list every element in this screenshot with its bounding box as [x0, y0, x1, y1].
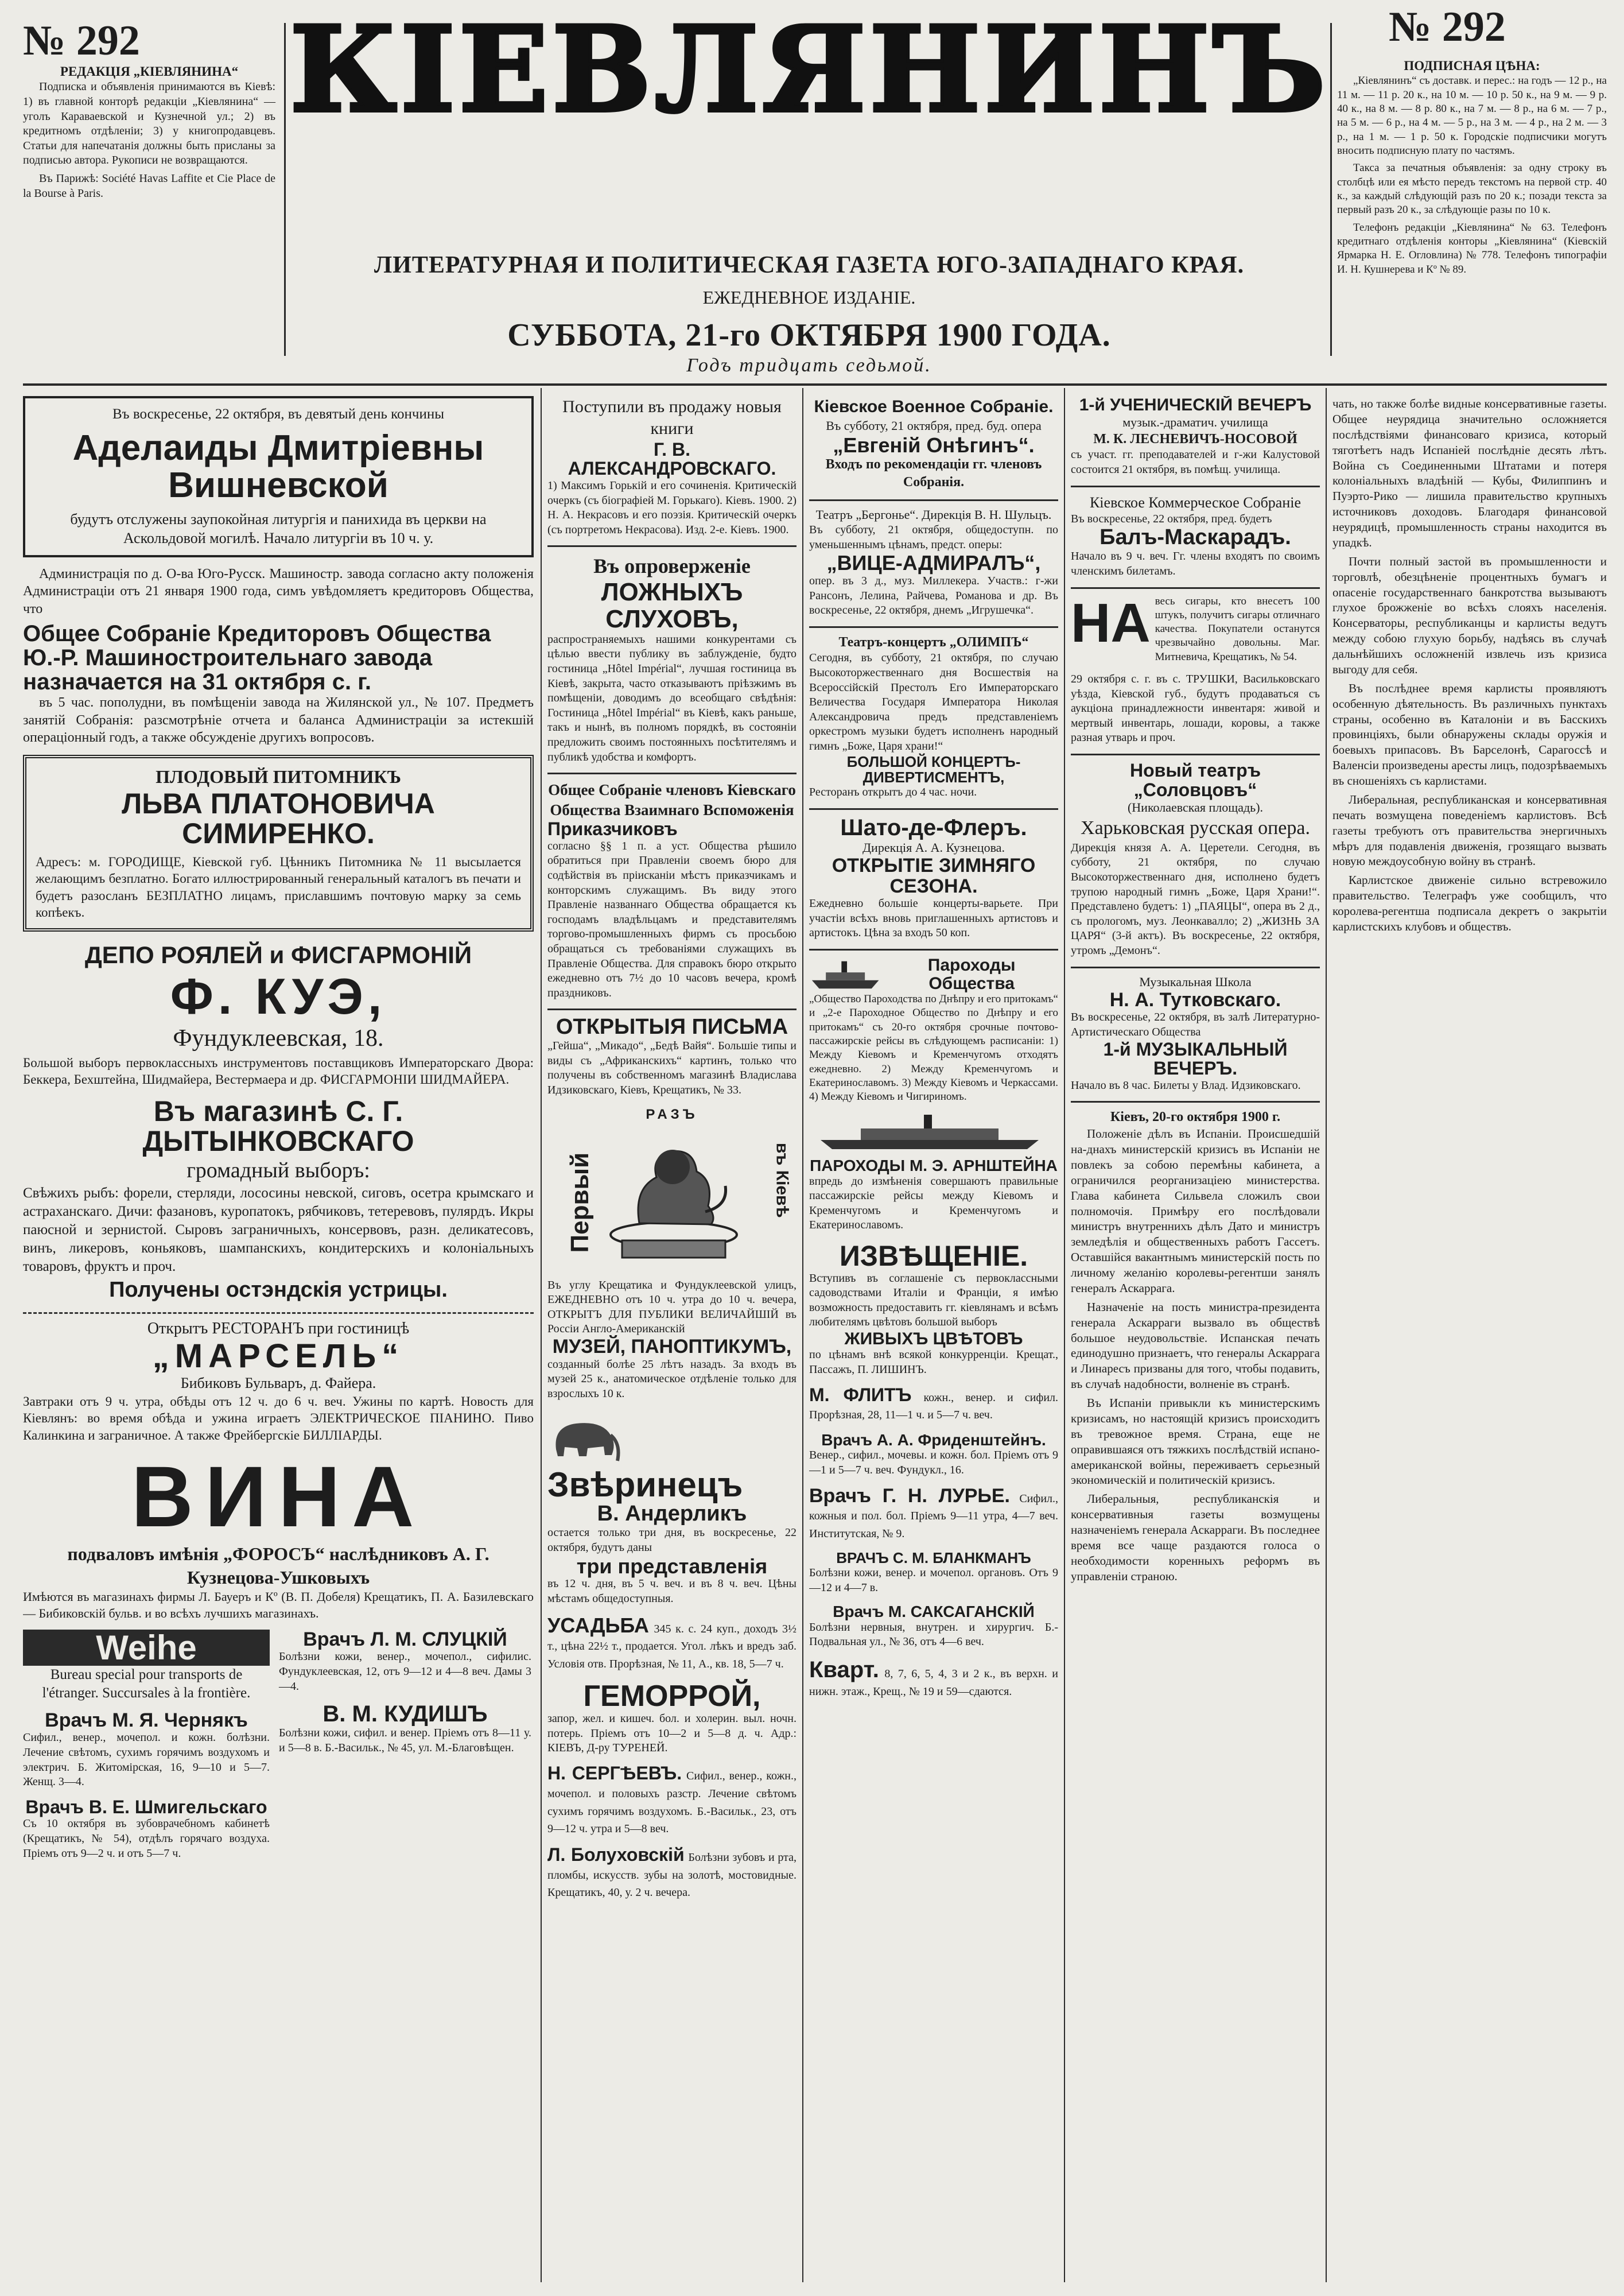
- panopticum-tail: созданный болѣе 25 лѣтъ назадъ. За входъ въ музей 25 к., анатомическое отдѣленіе только для взрослыхъ 10 к.: [547, 1358, 797, 1400]
- news-dateline: Кіевъ, 20-го октября 1900 г.: [1110, 1110, 1281, 1125]
- postcards-headline: ОТКРЫТЫЯ ПИСЬМА: [555, 1015, 788, 1040]
- ad-column-4: [1071, 396, 1320, 2285]
- flowers-notice-headline: ИЗВѢЩЕНІЕ.: [839, 1240, 1028, 1273]
- piano-depot-text: Большой выборъ первоклассныхъ инструментовъ поставщиковъ Императорскаго Двора: Беккера, Бехштейна, Шидмайера, Вестермаера и др. ФИСГАРМОНІИ ШИДМАЙЕРА.: [23, 1055, 534, 1087]
- dentist-boluhovsky-name: Л. Болуховскій: [547, 1844, 685, 1865]
- doctor-sergeev-text: Сифил., венер., кожн., мочепол. и половыхъ разстр. Лечение свѣтомъ сухимъ горячимъ воздухомъ. Б.-Васильк., 23, отъ 9—12 ч. утра и 5—8 веч.: [547, 1770, 797, 1836]
- apartments-headline: Кварт.: [809, 1657, 879, 1682]
- editorial-heading: РЕДАКЦІЯ „КІЕВЛЯНИНА“: [60, 64, 239, 79]
- hemorrhoid-headline: ГЕМОРРОЙ,: [583, 1679, 761, 1713]
- memorial-text: будутъ отслужены заупокойная литургія и панихида въ церкви на Аскольдовой могилѣ. Начало литургіи въ 10 ч. у.: [70, 511, 487, 547]
- piano-depot-heading: ДЕПО РОЯЛЕЙ и ФИСГАРМОНІЙ: [84, 941, 472, 968]
- flowers-notice-ad: [809, 1241, 1058, 1378]
- panopticum-label-right: въ Кіевѣ: [772, 1142, 792, 1218]
- creditors-intro: Администрація по д. О-ва Юго-Русск. Машиностр. завода согласно акту положенія Администраціи отъ 21 января 1900 года, симъ увѣдомляетъ кредиторовъ Общества, что: [23, 566, 534, 617]
- wines-ad: [23, 1448, 534, 1622]
- bergonie-theatre-ad: [809, 507, 1058, 618]
- student-evening-tail: съ участ. гг. преподавателей и г-жи Калустовой состоится 21 октября, въ помѣщ. училища.: [1071, 448, 1320, 476]
- ad-prices-text: Такса за печатныя объявленія: за одну строку въ столбцѣ или ея мѣсто передъ текстомъ на первой стр. 40 к., за каждый слѣдующій разъ по 20 к.; позади текста за первый разъ 20 к., за слѣдующіе разы по 10 к.: [1337, 162, 1607, 216]
- creditors-headline: Общее Собраніе Кредиторовъ Общества Ю.-Р. Машиностроительнаго завода назначается на 31 октября с. г.: [23, 620, 491, 695]
- doctor-fridenshtein-text: Венер., сифил., мочевы. и кожн. бол. Пріемъ отъ 9—1 и 5—7 ч. веч. Фундукл., 16.: [809, 1449, 1058, 1477]
- apartments-ad: [809, 1658, 1058, 1700]
- wines-headline: ВИНА: [131, 1448, 426, 1545]
- news-paragraph: Почти полный застой въ промышленности и торговлѣ, обезцѣненіе процентныхъ бумагъ и опасеніе государственнаго банкротства вызываютъ глухое брожженіе во всѣхъ слояхъ населенія. Консерваторы, республиканцы и карлисты ведутъ между собою глухую борьбу, надѣясь въ случаѣ дальнѣйшихъ осложненій извлечь изъ кризиса выгоду для себя.: [1332, 554, 1607, 676]
- doctor-slutsky-text: Болѣзни кожи, венер., мочепол., сифилис. Фундуклеевская, 12, отъ 9—12 и 4—8 веч. Дамы 3—4.: [279, 1650, 531, 1693]
- dentist-boluhovsky-text: Болѣзни зубовъ и рта, пломбы, искусств. зубы на золотѣ, мостовидные. Крещатикъ, 40, у. 2 ч. вечера.: [547, 1851, 797, 1899]
- clerks-society-heading: Общее Собраніе членовъ Кіевскаго Общества Взаимнаго Вспоможенія: [548, 781, 796, 819]
- doctor-lurie-ad: [809, 1486, 1058, 1542]
- apartments-text: 8, 7, 6, 5, 4, 3 и 2 к., въ верхн. и нижн. этаж., Крещ., № 19 и 59—сдаются.: [809, 1667, 1058, 1698]
- panopticum-label-left: Первый: [566, 1152, 595, 1253]
- student-evening-name: М. К. ЛЕСНЕВИЧЪ-НОСОВОЙ: [1093, 431, 1297, 447]
- chateau-de-fleurs-ad: [809, 816, 1058, 941]
- delicatessen-tail: Получены остэндскія устрицы.: [109, 1278, 448, 1302]
- restaurant-address: Бибиковъ Бульваръ, д. Файера.: [180, 1375, 376, 1392]
- bergonie-theatre-tail: опер. въ 3 д., муз. Миллекера. Участв.: г-жи Рансонъ, Лелина, Райчева, Романова и др. Въ воскресенье, 22 октября, днемъ „Игрушечка“.: [809, 574, 1058, 617]
- delicatessen-name: Въ магазинѣ С. Г. ДЫТЫНКОВСКАГО: [142, 1095, 414, 1157]
- masquerade-ad: [1071, 493, 1320, 579]
- cigars-text: весь сигары, кто внесетъ 100 штукъ, получитъ сигары отличнаго качества. Покупатели останутся чрезвычайно довольны. Маг. Митневича, Крещатикъ, № 54.: [1155, 595, 1320, 663]
- weihe-name: Weihe: [23, 1630, 270, 1666]
- news-paragraph: Положеніе дѣлъ въ Испаніи. Происшедшій на-днахъ министерскій кризисъ въ Испаніи не повлекъ за собою перемѣны кабинета, а ограничился реорганизаціею министерства. Глава кабинета Сильвела сложилъ свои полномочія. Примѣру его послѣдовали министръ внутреннихъ дѣлъ Дато и министръ земледѣлія и общественныхъ работъ Гассетъ. Оставшійся вакантнымъ министерскій пость по личному желанію королевы-регентши занялъ генералъ Аскаррага.: [1071, 1127, 1320, 1295]
- creditors-meeting-notice: [23, 565, 534, 747]
- editorial-text: Подписка и объявленія принимаются въ Кіевѣ: 1) въ главной конторѣ редакціи „Кіевлянина“ — уголъ Караваевской и Кузнечной ул.; 2) въ кредитномъ отдѣленіи; 3) у книгопродавцевъ. Статьи для напечатанія должны быть присланы за подписью автора. Рукописи не возвращаются.: [23, 80, 275, 167]
- music-school-evening: 1-й МУЗЫКАЛЬНЫЙ ВЕЧЕРЪ.: [1103, 1038, 1288, 1079]
- arnshtein-steamers-name: ПАРОХОДЫ М. Э. АРНШТЕЙНА: [810, 1157, 1058, 1175]
- doctor-chernyak-ad: [23, 1711, 270, 1790]
- ad-column-2: [547, 396, 797, 2285]
- steamship-company-ad: [809, 956, 1058, 1104]
- military-assembly-ad: [809, 396, 1058, 491]
- menagerie-tail: въ 12 ч. дня, въ 5 ч. веч. и въ 8 ч. веч. Цѣны мѣстамъ общедоступныя.: [547, 1577, 797, 1605]
- doctor-flit-text: кожн., венер. и сифил. Прорѣзная, 28, 11—1 ч. и 5—7 ч. веч.: [809, 1391, 1058, 1422]
- student-evening-headline: 1-й УЧЕНИЧЕСКІЙ ВЕЧЕРЪ: [1079, 396, 1312, 414]
- piano-depot-ad: [23, 940, 534, 1088]
- clerks-society-ad: [547, 780, 797, 1000]
- estate-sale-ad: [547, 1615, 797, 1673]
- price-heading: ПОДПИСНАЯ ЦѢНА:: [1404, 59, 1540, 73]
- music-school-heading: Музыкальная Школа: [1139, 974, 1252, 989]
- doctor-slutsky-ad: [279, 1630, 531, 1694]
- piano-depot-name: Ф. КУЭ,: [170, 968, 387, 1025]
- solovtsov-theatre-name: Новый театръ „Соловцовъ“: [1129, 760, 1261, 800]
- column-divider-2: [802, 388, 803, 2282]
- doctor-sergeev-name: Н. СЕРГѢЕВЪ.: [547, 1763, 682, 1784]
- news-paragraph: Карлистское движеніе сильно встревожило правительство. Телеграфъ уже сообщилъ, что королева-регентша подписала декретъ о закрытіи карлистскихъ клубовъ и обществъ.: [1332, 873, 1607, 933]
- news-paragraph: Либеральная, республиканская и консервативная печать возмущена поведеніемъ карлистовъ. Всѣ газеты требуютъ отъ правительства энергичныхъ мѣръ для подавленія движенія, грозящаго вызвать новую междоусобную войну въ странѣ.: [1332, 792, 1607, 868]
- news-column-5: [1332, 396, 1607, 2285]
- doctor-blankman-name: ВРАЧЪ С. М. БЛАНКМАНЪ: [836, 1549, 1031, 1566]
- nursery-heading: ПЛОДОВЫЙ ПИТОМНИКЪ: [156, 766, 401, 788]
- military-assembly-opera: „Евгеній Онѣгинъ“.: [833, 433, 1035, 457]
- doctor-blankman-text: Болѣзни кожи, венер. и мочепол. органовъ. Отъ 9—12 и 4—7 в.: [809, 1566, 1058, 1594]
- news-article-spain: [1071, 1108, 1320, 1584]
- solovtsov-theatre-ad: [1071, 761, 1320, 959]
- price-text: „Кіевлянинъ“ съ доставк. и перес.: на годъ — 12 р., на 11 м. — 11 р. 20 к., на 10 м. — 10 р. 50 к., на 9 м. — 9 р. 40 к., на 8 м. — 8 р. 80 к., на 7 м. — 8 р., на 6 м. — 7 р., на 5 м. — 6 р., на 4 м. — 5 р., на 3 м. — 4 р., на 2 м. — 3 р., на 1 м. — 1 р. 50 к. Городскіе подписчики могутъ вносить подписную плату по частямъ.: [1337, 75, 1607, 157]
- doctor-shmigelsky-name: Врачъ В. Е. Шмигельскаго: [25, 1796, 267, 1817]
- steamship-company-name: Пароходы Общества: [927, 956, 1016, 993]
- creditors-tail: въ 5 час. пополудни, въ помѣщеніи завода на Жилянской ул., № 107. Предметъ занятій Собранія: разсмотрѣніе отчета и баланса Администраціи за истекшій операціонный годъ, а также обсужденіе другихъ вопросовъ.: [23, 695, 534, 746]
- elephant-engraving-icon: [547, 1409, 622, 1467]
- flowers-notice-text: Вступивъ въ соглашеніе съ первоклассными садоводствами Италіи и Франціи, я имѣю возможность предоставить гг. кіевлянамъ и всѣмъ любителямъ цвѣтовъ большой выборъ: [809, 1271, 1058, 1329]
- restaurant-text: Завтраки отъ 9 ч. утра, обѣды отъ 12 ч. до 6 ч. веч. Ужины по картѣ. Новость для Кіевлянъ: во время обѣда и ужина играетъ ЭЛЕКТРИЧЕСКОЕ ПІАНИНО. Пиво Калинкина и заграничное. А также Фрейбергскіе БИЛЛІАРДЫ.: [23, 1394, 534, 1442]
- postcards-ad: [547, 1016, 797, 1097]
- masthead-bottom-rule: [23, 383, 1607, 386]
- cigars-headline: НА: [1071, 592, 1151, 654]
- masquerade-text: Въ воскресенье, 22 октября, пред. будетъ: [1071, 512, 1272, 525]
- delicatessen-sub: громадный выборъ:: [187, 1158, 370, 1182]
- solovtsov-theatre-text: Дирекція князя А. А. Церетели. Сегодня, въ субботу, 21 октября, по случаю Высокоторжественнаго дня, исполнено будетъ трупою народный гимнъ „Боже, Царя Храни!“. Представлено будетъ: 1) „ПАЯЦЫ“, опера въ 2 д., съ прологомъ, муз. Леонкавалло; 2) „ЖИЗНЬ ЗА ЦАРЯ“ (3-й актъ). Въ воскресенье, 22 октября, утромъ „Демонъ“.: [1071, 841, 1320, 957]
- books-heading: Поступили въ продажу новыя книги: [562, 397, 782, 439]
- doctor-flit-ad: [809, 1386, 1058, 1424]
- military-assembly-heading: Кіевское Военное Собраніе.: [814, 397, 1054, 416]
- hotel-rebuttal-text: распространяемыхъ нашими конкурентами съ цѣлью ввести публику въ заблужденіе, будто гостиница „Hôtel Impérial“, лучшая гостиница въ Кіевѣ, закрыта, часто отказываютъ пріѣзжимъ въ помѣщеніи, доводимъ до всеобщаго свѣдѣнія: Гостиница „Hôtel Impérial“ въ Кіевѣ, какъ раньше, такъ и нынѣ, въ полномъ порядкѣ, въ состояніи предложить своимъ постоянныхъ посѣтителямъ и публикѣ удобства и комфортъ.: [547, 633, 797, 763]
- editorial-block: [23, 63, 275, 204]
- masthead-left-divider: [284, 23, 286, 356]
- ad-column-3: [809, 396, 1058, 2285]
- lion-engraving-icon: [599, 1126, 748, 1269]
- hotel-rebuttal-heading: Въ опроверженіе: [593, 554, 751, 578]
- doctor-blankman-ad: [809, 1550, 1058, 1595]
- music-school-ad: [1071, 974, 1320, 1093]
- masquerade-heading: Кіевское Коммерческое Собраніе: [1089, 494, 1301, 511]
- olimp-concert-tail: Ресторанъ открытъ до 4 час. ночи.: [809, 786, 977, 799]
- weihe-text: Bureau special pour transports de l'étranger. Succursales à la frontière.: [42, 1666, 251, 1701]
- menagerie-ad: [547, 1409, 797, 1606]
- news-paragraph: Либеральныя, республиканскія и консервативныя газеты возмущены назначеніемъ генерала Аскарраги. Въ последнее время все чаще раздаются голоса о необходимости коренныхъ реформъ въ управленіи страною.: [1071, 1492, 1320, 1583]
- news-paragraph: чать, но также болѣе видные консервативные газеты. Общее неурядица значительно осложняется послѣдствіями финансоваго кризиса, который тяготѣетъ надъ Испаніей послѣдніе десять лѣтъ. Война съ Соединенными Штатами и потеря колоніальныхъ владѣній — Кубы, Филиппинъ и Пуэрто-Рико — лишила правительство крупныхъ источниковъ доходовъ. Благодаря финансовой неурядицѣ, промышленность страны находится въ упадкѣ.: [1332, 397, 1607, 549]
- cigars-ad: [1071, 592, 1320, 665]
- nursery-ad: [23, 755, 534, 932]
- olimp-concert-heading: Театръ-концертъ „ОЛИМПЪ“: [838, 634, 1029, 650]
- military-assembly-tail: Входъ по рекомендаціи гг. членовъ Собранія.: [825, 457, 1042, 490]
- doctor-kudish-ad: [279, 1702, 531, 1755]
- chateau-de-fleurs-direction: Дирекція А. А. Кузнецова.: [862, 840, 1005, 855]
- doctor-lurie-text: Сифил., кожныя и пол. бол. Пріемъ 9—11 утра, 4—7 веч. Институтская, № 9.: [809, 1492, 1058, 1541]
- hotel-rebuttal-headline: ЛОЖНЫХЪ СЛУХОВЪ,: [601, 578, 743, 633]
- piano-depot-address: Фундуклеевская, 18.: [173, 1025, 384, 1052]
- music-school-name: Н. А. Тутковскаго.: [1109, 988, 1281, 1011]
- price-block: [1337, 57, 1607, 280]
- flowers-notice-flowers: ЖИВЫХЪ ЦВѢТОВЪ: [844, 1329, 1023, 1348]
- bergonie-theatre-text: Въ субботу, 21 октября, общедоступн. по уменьшеннымъ цѣнамъ, предст. оперы:: [809, 523, 1058, 551]
- doctor-chernyak-name: Врачъ М. Я. Чернякъ: [45, 1709, 248, 1731]
- column-divider-1: [541, 388, 542, 2282]
- estate-sale-text: 345 к. с. 24 куп., доходъ 3½ т., цѣна 22½ т., продается. Угол. лѣкъ и вредъ заб. Условія отв. Прорѣзная, № 11, А., кв. 18, 5—7 ч.: [547, 1622, 797, 1670]
- masquerade-headline: Балъ-Маскарадъ.: [1099, 525, 1291, 550]
- doctor-lurie-name: Врачъ Г. Н. ЛУРЬЕ.: [809, 1484, 1010, 1507]
- delicatessen-ad: [23, 1096, 534, 1304]
- music-school-text: Въ воскресенье, 22 октября, въ залѣ Литературно-Артистическаго Общества: [1071, 1011, 1320, 1039]
- restaurant-heading: Открытъ РЕСТОРАНЪ при гостиницѣ: [147, 1319, 410, 1337]
- arnshtein-steamers-ad: [809, 1112, 1058, 1233]
- postcards-text: „Гейша“, „Микадо“, „Бедѣ Вайя“. Большіе типы и виды съ „Африканскихъ“ картинъ, только что получены въ собственномъ магазинѣ Владислава Идзиковскаго, Кіевъ, Крещатикъ, № 33.: [547, 1040, 797, 1097]
- masquerade-tail: Начало въ 9 ч. веч. Гг. члены входятъ по своимъ членскимъ билетамъ.: [1071, 550, 1320, 577]
- restaurant-name: „МАРСЕЛЬ“: [152, 1337, 405, 1375]
- newspaper-title: КІЕВЛЯНИНЪ: [290, 1, 1330, 139]
- news-paragraph: Назначеніе на пость министра-президента генерала Аскарраги вызвало въ обществѣ большое неудовольствіе. Испанская печать единодушно признаетъ, что генералы Аскаррага и Линаресъ призваны для того, чтобы подавить, въ случаѣ надобности, волненіе въ странѣ.: [1071, 1300, 1320, 1391]
- books-author: Г. В. АЛЕКСАНДРОВСКАГО.: [568, 439, 776, 479]
- clerks-society-text: согласно §§ 1 п. а уст. Общества рѣшило обратиться при Правленіи своемъ бюро для содѣйствія въ пріисканіи мѣстъ приказчикамъ и конторскимъ служащимъ. Въ виду этого Правленіе названнаго Общества обращается къ господамъ владѣльцамъ и представителямъ торгово-промышленныхъ фирмъ съ просьбою обращаться съ требованіями служащихъ въ Правленіе Общества. Для справокъ бюро открыто ежедневно отъ 7½ до 10 часовъ вечера, кромѣ праздниковъ.: [547, 839, 797, 999]
- doctor-fridenshtein-ad: [809, 1432, 1058, 1478]
- column-divider-3: [1064, 388, 1065, 2282]
- nursery-name: ЛЬВА ПЛАТОНОВИЧА СИМИРЕНКО.: [122, 787, 435, 850]
- estate-sale-headline: УСАДЬБА: [547, 1613, 649, 1637]
- books-text: 1) Максимъ Горькій и его сочиненія. Критическій очеркъ (съ біографіей М. Горькаго). Кіевъ. 1900. 2) Н. А. Некрасовъ и его поэзія. Критическій очеркъ (съ портретомъ Некрасова). Изд. 2-е. Кіевъ. 1900.: [547, 479, 797, 536]
- phones-text: Телефонъ редакціи „Кіевлянина“ № 63. Телефонъ кредитнаго отдѣленія конторы „Кіевлянина“ (Кіевскій Ярмарка Н. Е. Огловлина) № 778. Телефонъ типографіи И. Н. Кушнерева и Кº № 89.: [1337, 221, 1607, 276]
- steamship-icon: [809, 957, 881, 992]
- news-paragraph: Въ Испаніи привыкли къ министерскимъ кризисамъ, но настоящій кризисъ происходитъ въ тревожное время. Страна, еще не оправившаяся отъ тяжкихъ послѣдствій испано-американской войны, переживаетъ серьезный экономическій и политическій кризисъ.: [1071, 1396, 1320, 1487]
- steamship-company-text: „Общество Пароходства по Днѣпру и его притокамъ“ и „2-е Пароходное Общество по Днѣпру и его притокамъ“ съ 20-го октября срочные почтово-пассажирскіе рейсы въ слѣдующемъ расписаніи: 1) Между Кіевомъ и Кременчугомъ отходятъ ежедневно. 2) Между Кременчугомъ и Екатеринославомъ. 3) Между Кіевомъ и Черкассами. 4) Между Кіевомъ и Чигириномъ.: [809, 993, 1058, 1103]
- solovtsov-theatre-sub: (Николаевская площадь).: [1127, 800, 1264, 815]
- menagerie-text: остается только три дня, въ воскресенье, 22 октября, будутъ даны: [547, 1526, 797, 1554]
- column-divider-4: [1326, 388, 1327, 2282]
- chateau-de-fleurs-text: Ежедневно большіе концерты-варьете. При участіи всѣхъ вновь приглашенныхъ артистовъ и артистокъ. Цѣна за входъ 50 коп.: [809, 897, 1058, 940]
- chateau-de-fleurs-name: Шато-де-Флеръ.: [840, 815, 1027, 840]
- menagerie-shows: три представленія: [576, 1554, 768, 1578]
- menagerie-owner: В. Андерликъ: [597, 1502, 747, 1526]
- clerks-society-headline: Приказчиковъ: [547, 819, 678, 840]
- olimp-concert-ad: [809, 634, 1058, 800]
- issue-date: СУББОТА, 21-го ОКТЯБРЯ 1900 ГОДА.: [507, 317, 1111, 353]
- memorial-name: Аделаиды Дмитріевны Вишневской: [72, 428, 484, 506]
- doctor-chernyak-text: Сифил., венер., мочепол. и кожн. болѣзни. Лечение свѣтомъ, сухимъ горячимъ воздухомъ и электрич. Б. Житомірская, 16, 9—10 и 5—7. Женщ. 3—4.: [23, 1731, 270, 1789]
- issue-number-right: № 292: [1389, 3, 1506, 51]
- hotel-rebuttal-ad: [547, 553, 797, 765]
- doctor-slutsky-name: Врачъ Л. М. СЛУЦКІЙ: [303, 1628, 507, 1650]
- books-ad: [547, 396, 797, 537]
- panopticum-ad: [547, 1106, 797, 1402]
- memorial-heading: Въ воскресенье, 22 октября, въ девятый день кончины: [112, 406, 445, 422]
- doctor-sergeev-ad: [547, 1764, 797, 1837]
- hemorrhoid-ad: [547, 1681, 797, 1756]
- olimp-concert-headline: БОЛЬШОЙ КОНЦЕРТЪ-ДИВЕРТИСМЕНТЪ,: [846, 753, 1021, 786]
- auction-ad: [1071, 672, 1320, 746]
- wines-text: Имѣются въ магазинахъ фирмы Л. Бауеръ и Кº (В. П. Добеля) Крещатикъ, П. А. Базилевскаго — Бибиковскій бульв. и во всѣхъ лучшихъ магазинахъ.: [23, 1589, 534, 1620]
- hemorrhoid-text: запор, жел. и кишеч. бол. и холерин. выл. ночн. потерь. Пріемъ отъ 10—2 и 5—8 д. ч. Адр.: КІЕВЪ, Д-ру ТУРЕНЕЙ.: [547, 1712, 797, 1755]
- doctor-flit-name: М. ФЛИТЪ: [809, 1384, 912, 1405]
- doctor-kudish-text: Болѣзни кожи, сифил. и венер. Пріемъ отъ 8—11 у. и 5—8 в. Б.-Васильк., № 45, ул. М.-Благовѣщен.: [279, 1727, 531, 1754]
- solovtsov-theatre-opera: Харьковская русская опера.: [1081, 817, 1310, 839]
- doctor-saksagansky-ad: [809, 1603, 1058, 1650]
- student-evening-ad: [1071, 396, 1320, 478]
- doctor-saksagansky-name: Врачъ М. САКСАГАНСКІЙ: [833, 1603, 1035, 1621]
- doctor-kudish-name: В. М. КУДИШЪ: [323, 1701, 488, 1727]
- doctor-shmigelsky-ad: [23, 1798, 270, 1861]
- auction-text: 29 октября с. г. въ с. ТРУШКИ, Васильковскаго уѣзда, Кіевской губ., будутъ продаваться съ аукціона принадлежности инвентаря: живой и мертвый инвентарь, лошади, коровы, а также разная утварь и проч.: [1071, 673, 1320, 744]
- agencies-text: Въ Парижѣ: Société Havas Laffite et Cie Place de la Bourse à Paris.: [23, 172, 275, 200]
- edition-line: ЕЖЕДНЕВНОЕ ИЗДАНІЕ.: [702, 287, 916, 308]
- wines-sub: подваловъ имѣнія „ФОРОСЪ“ наслѣдниковъ А. Г. Кузнецова-Ушковыхъ: [67, 1543, 489, 1588]
- masthead-right-divider: [1330, 23, 1332, 356]
- olimp-concert-text: Сегодня, въ субботу, 21 октября, по случаю Высокоторжественнаго дня Восшествія на Всероссійскій Престолъ Его Императорскаго Величества Государя Императора Николая Александровича предъ представленіемъ оркестромъ музыки будетъ исполненъ народный гимнъ „Боже, Царя храни!“: [809, 651, 1058, 753]
- ad-column-1: [23, 396, 534, 2285]
- issue-number-left: № 292: [23, 17, 140, 64]
- year-line: Годъ тридцать седьмой.: [686, 355, 932, 376]
- chateau-de-fleurs-headline: ОТКРЫТІЕ ЗИМНЯГО СЕЗОНА.: [832, 854, 1036, 897]
- panopticum-headline: МУЗЕЙ, ПАНОПТИКУМЪ,: [552, 1336, 792, 1358]
- restaurant-ad: [23, 1312, 534, 1444]
- bergonie-theatre-heading: Театръ „Бергонье“. Дирекція В. Н. Шульцъ.: [815, 507, 1052, 522]
- music-school-tail: Начало въ 8 час. Билеты у Влад. Идзиковскаго.: [1071, 1079, 1301, 1092]
- doctor-shmigelsky-text: Съ 10 октября въ зубоврачебномъ кабинетѣ (Крещатикъ, № 54), отдѣлъ горячаго воздуха. Пріемъ отъ 9—2 ч. и отъ 5—7 ч.: [23, 1817, 270, 1860]
- newspaper-subtitle: ЛИТЕРАТУРНАЯ И ПОЛИТИЧЕСКАЯ ГАЗЕТА ЮГО-ЗАПАДНАГО КРАЯ.: [374, 252, 1245, 278]
- doctor-fridenshtein-name: Врачъ А. А. Фриденштейнъ.: [821, 1431, 1046, 1449]
- military-assembly-text: Въ субботу, 21 октября, пред. буд. опера: [826, 418, 1042, 433]
- arnshtein-steamers-text: впредь до измѣненія совершаютъ правильные пассажирскіе рейсы между Кіевомъ и Кременчугомъ и Кременчугомъ и Екатеринославомъ.: [809, 1174, 1058, 1232]
- riverboat-icon: [809, 1112, 1050, 1153]
- nursery-text: Адресъ: м. ГОРОДИЩЕ, Кіевской губ. Цѣнникъ Питомника № 11 высылается желающимъ безплатно. Богато иллюстрированный генеральный каталогъ въ печати и будетъ разосланъ БЕЗПЛАТНО лицамъ, приславшимъ почтовую марку за семь копѣекъ.: [36, 854, 521, 920]
- student-evening-text: музык.-драматич. училища: [1122, 414, 1268, 429]
- bergonie-theatre-opera: „ВИЦЕ-АДМИРАЛЪ“,: [826, 551, 1041, 575]
- panopticum-label-top: РАЗЪ: [646, 1106, 698, 1122]
- panopticum-caption: Въ углу Крещатика и Фундуклеевской улицъ, ЕЖЕДНЕВНО отъ 10 ч. утра до 10 ч. вечера, ОТКРЫТЪ ДЛЯ ПУБЛИКИ ВЕЛИЧАЙШІЙ въ Россіи Англо-Американскій: [547, 1278, 797, 1336]
- news-paragraph: Въ послѣднее время карлисты проявляютъ особенную дѣятельность. Въ различныхъ пунктахъ страны, особенно въ Каталоніи и въ Басскихъ провинціяхъ, были обнаружены склады оружія и боевыхъ припасовъ. Въ Барселонѣ, Сарагоссѣ и Валенсіи произведены аресты лицъ, подозрѣваемыхъ въ сношеніяхъ съ карлистами.: [1332, 681, 1607, 788]
- delicatessen-text: Свѣжихъ рыбъ: форели, стерляди, лососины невской, сиговъ, осетра крымскаго и астраханскаго. Дичи: фазановъ, куропатокъ, рябчиковъ, тетеревовъ, пулярдъ. Икры паюсной и зернистой. Сыровъ заграничныхъ, консервовъ, разн. деликатесовъ, винъ, ликеровъ, коньяковъ, шампанскихъ, кондитерскихъ и колоніальныхъ товаровъ, фруктъ и проч.: [23, 1185, 534, 1275]
- dentist-boluhovsky-ad: [547, 1845, 797, 1901]
- memorial-notice: [23, 396, 534, 557]
- menagerie-headline: Звѣринецъ: [547, 1465, 743, 1504]
- flowers-notice-tail: по цѣнамъ внѣ всякой конкурренціи. Крещат., Пассажъ, П. ЛИШИНЪ.: [809, 1348, 1058, 1376]
- doctor-saksagansky-text: Болѣзни нервныя, внутрен. и хирургич. Б.-Подвальная ул., № 36, отъ 4—6 веч.: [809, 1620, 1058, 1649]
- weihe-ad: [23, 1630, 270, 1702]
